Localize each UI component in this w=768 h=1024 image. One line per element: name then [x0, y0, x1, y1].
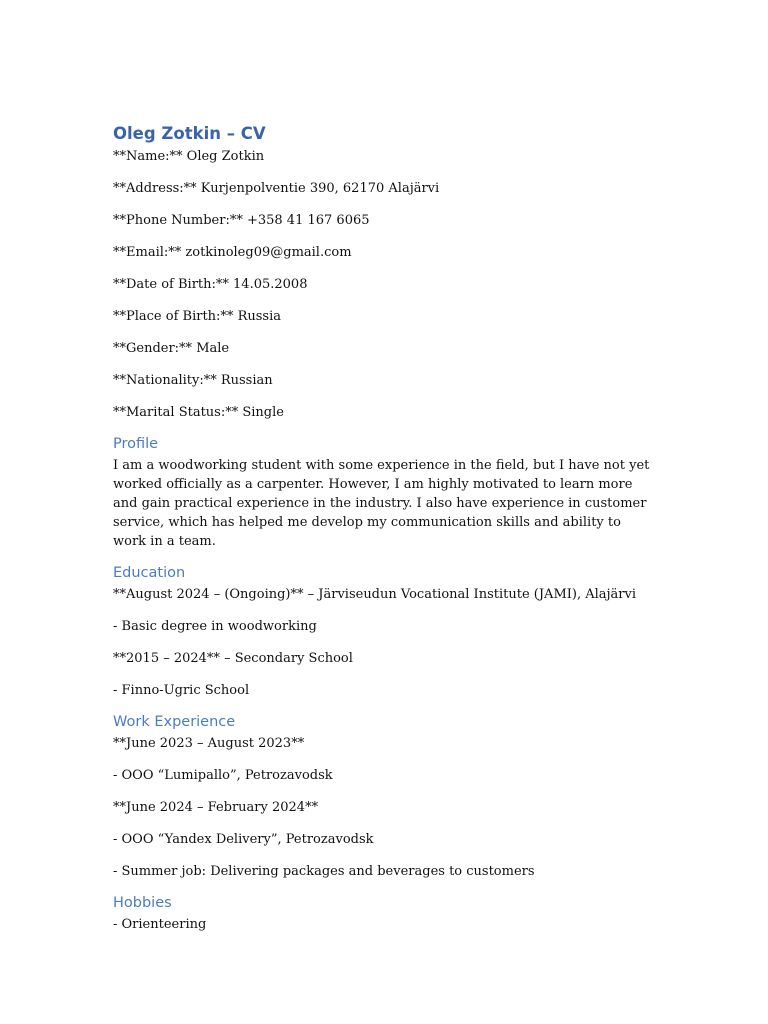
work-entry-2-dates: **June 2024 – February 2024**: [113, 800, 319, 815]
personal-dob: **Date of Birth:** 14.05.2008: [113, 277, 308, 292]
hobbies-heading: Hobbies: [113, 895, 172, 911]
education-entry-2-dates: **2015 – 2024** – Secondary School: [113, 651, 353, 666]
personal-nationality: **Nationality:** Russian: [113, 373, 273, 388]
personal-name: **Name:** Oleg Zotkin: [113, 149, 265, 164]
work-entry-1-employer: - OOO “Lumipallo”, Petrozavodsk: [113, 768, 333, 783]
document-title: Oleg Zotkin – CV: [113, 124, 266, 143]
hobby-item: - Orienteering: [113, 917, 207, 932]
cv-document: [113, 123, 673, 934]
personal-gender: **Gender:** Male: [113, 341, 230, 356]
education-entry-2-detail: - Finno-Ugric School: [113, 683, 250, 698]
work-entry-2-employer: - OOO “Yandex Delivery”, Petrozavodsk: [113, 832, 374, 847]
personal-birthplace: **Place of Birth:** Russia: [113, 309, 281, 324]
work-experience-heading: Work Experience: [113, 714, 236, 730]
personal-email: **Email:** zotkinoleg09@gmail.com: [113, 245, 352, 260]
education-heading: Education: [113, 565, 186, 581]
education-entry-1-detail: - Basic degree in woodworking: [113, 619, 317, 634]
work-entry-1-dates: **June 2023 – August 2023**: [113, 736, 305, 751]
personal-marital-status: **Marital Status:** Single: [113, 405, 284, 420]
personal-phone: **Phone Number:** +358 41 167 6065: [113, 213, 370, 228]
profile-heading: Profile: [113, 436, 159, 452]
personal-address: **Address:** Kurjenpolventie 390, 62170 Alajärvi: [113, 181, 440, 196]
profile-text: I am a woodworking student with some experience in the field, but I have not yet worked officially as a carpenter. However, I am highly motivated to learn more and gain practical experience in the industry. I also have experience in customer service, which has helped me develop my communication skills and ability to work in a team.: [113, 458, 650, 549]
education-entry-1-dates: **August 2024 – (Ongoing)** – Järviseudun Vocational Institute (JAMI), Alajärvi: [113, 587, 637, 602]
work-entry-2-description: - Summer job: Delivering packages and beverages to customers: [113, 864, 535, 879]
